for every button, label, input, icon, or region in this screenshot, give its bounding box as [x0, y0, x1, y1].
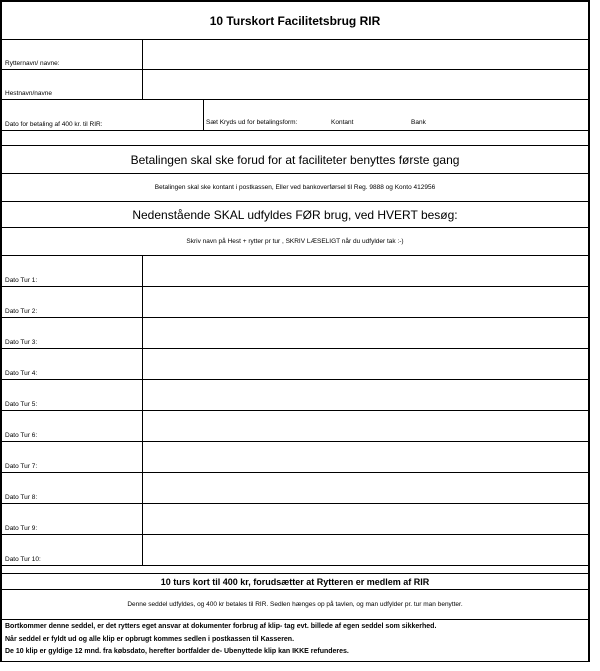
tour-label: Dato Tur 3: [5, 339, 38, 346]
tour-field[interactable] [143, 442, 588, 472]
bank-option[interactable]: Bank [411, 119, 426, 126]
payment-date-label: Dato for betaling af 400 kr. til RIR: [5, 121, 103, 128]
tour-label: Dato Tur 10: [5, 556, 41, 563]
tour-row [2, 473, 588, 504]
tour-label: Dato Tur 9: [5, 525, 38, 532]
note-line: De 10 klip er gyldige 12 mnd. fra købsdato, herefter bortfalder de- Ubenyttede klip kan IKKE refunderes. [5, 648, 349, 656]
tour-field[interactable] [143, 287, 588, 317]
tour-label: Dato Tur 4: [5, 370, 38, 377]
tour-label: Dato Tur 5: [5, 401, 38, 408]
must-fill-row [2, 202, 588, 228]
footer-notes [2, 621, 588, 659]
instructions-row [2, 228, 588, 256]
payment-info: Betalingen skal ske kontant i postkassen, Eller ved bankoverførsel til Reg. 9888 og Konto 412956 [154, 184, 436, 191]
tour-label: Dato Tur 1: [5, 277, 38, 284]
instructions: Skriv navn på Hest + rytter pr tur , SKRIV LÆSELIGT når du udfylder tak :-) [186, 238, 404, 245]
rider-row [2, 40, 588, 70]
tour-label: Dato Tur 7: [5, 463, 38, 470]
note-line: Bortkommer denne seddel, er det rytters eget ansvar at dokumenter forbrug af klip- tag evt. billede af egen seddel som sikkerhed. [5, 623, 437, 630]
membership-row [2, 574, 588, 590]
tour-row [2, 411, 588, 442]
tour-row [2, 442, 588, 473]
payment-info-row [2, 174, 588, 202]
horse-label: Hestnavn/navne [5, 90, 52, 97]
tour-field[interactable] [143, 473, 588, 503]
spacer-row [2, 131, 588, 146]
payment-method-label: Sæt Kryds ud for betalingsform: [206, 119, 298, 126]
tour-row [2, 287, 588, 318]
tour-label: Dato Tur 2: [5, 308, 38, 315]
tour-field[interactable] [143, 504, 588, 534]
tour-field[interactable] [143, 380, 588, 410]
cash-option[interactable]: Kontant [331, 119, 354, 126]
tour-row [2, 535, 588, 566]
horse-row [2, 70, 588, 100]
prepay-row [2, 146, 588, 174]
tour-label: Dato Tur 6: [5, 432, 38, 439]
prepay-notice: Betalingen skal ske forud for at faciliteter benyttes første gang [130, 152, 460, 167]
tour-field[interactable] [143, 535, 588, 565]
title-row [2, 2, 588, 40]
tour-field[interactable] [143, 411, 588, 441]
must-fill-notice: Nedenstående SKAL udfyldes FØR brug, ved HVERT besøg: [132, 207, 458, 222]
tour-field[interactable] [143, 349, 588, 379]
payment-row [2, 100, 588, 131]
usage-row [2, 590, 588, 620]
form-title: 10 Turskort Facilitetsbrug RIR [209, 13, 381, 28]
rider-field[interactable] [143, 40, 588, 69]
tour-row [2, 318, 588, 349]
usage-notice: Denne seddel udfyldes, og 400 kr betales til RIR. Sedlen hænges op på tavlen, og man udfylder pr. tur man benytter. [127, 601, 463, 608]
tour-row [2, 349, 588, 380]
membership-notice: 10 turs kort til 400 kr, forudsætter at Rytteren er medlem af RIR [160, 576, 430, 587]
tour-row [2, 504, 588, 535]
spacer-row [2, 566, 588, 574]
tour-field[interactable] [143, 256, 588, 286]
rider-label: Rytternavn/ navne: [5, 60, 60, 67]
tour-field[interactable] [143, 318, 588, 348]
tour-row [2, 256, 588, 287]
tour-row [2, 380, 588, 411]
note-line: Når seddel er fyldt ud og alle klip er opbrugt kommes sedlen i postkassen til Kasseren. [5, 635, 295, 643]
tour-label: Dato Tur 8: [5, 494, 38, 501]
horse-field[interactable] [143, 70, 588, 99]
